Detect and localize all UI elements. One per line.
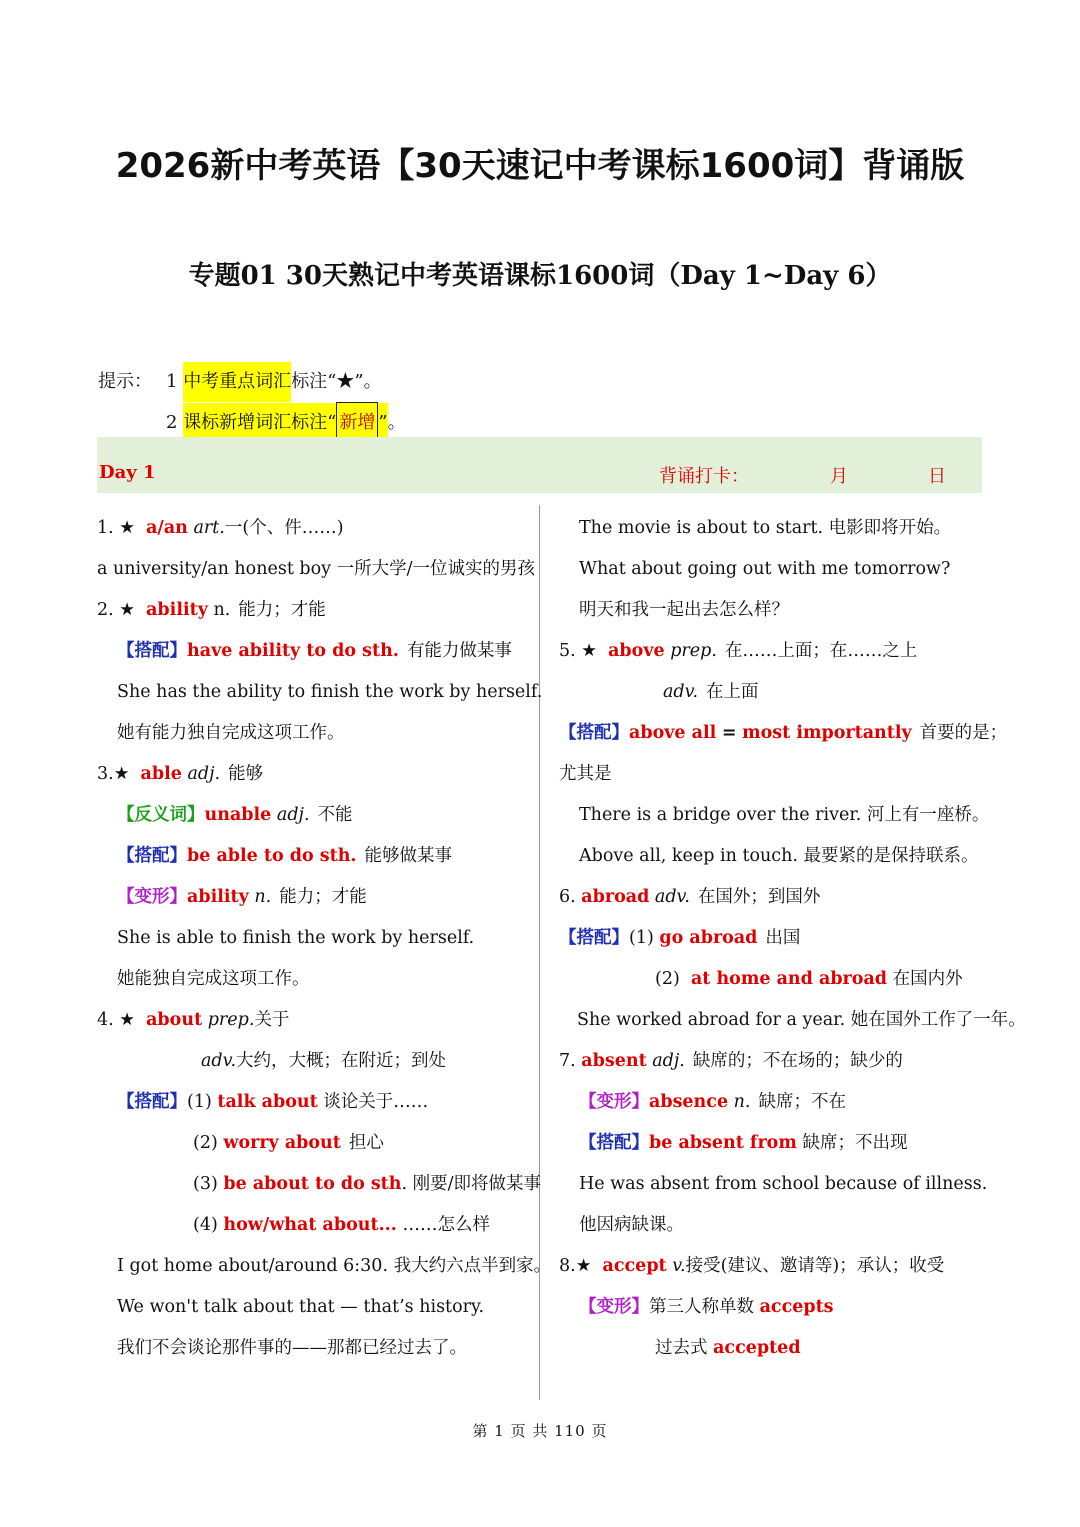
entry-7-example-en: He was absent from school because of illness. (579, 1174, 988, 1194)
entry-4-example-2-zh: 我们不会谈论那件事的——那都已经过去了。 (117, 1338, 467, 1358)
tip-2-highlight-end: ” (378, 403, 387, 443)
right-column (559, 508, 1026, 1369)
entry-4-collocation-3: (3) be about to do sth. 刚要/即将做某事 (193, 1174, 542, 1194)
entry-3-variant: 【变形】ability n. 能力；才能 (117, 887, 367, 907)
entry-4-collocation-2: (2) worry about 担心 (193, 1133, 384, 1153)
entry-4-example-1: I got home about/around 6:30. 我大约六点半到家。 (117, 1256, 552, 1276)
entry-5-example-1: There is a bridge over the river. 河上有一座桥。 (579, 805, 990, 825)
entry-3-example-en: She is able to finish the work by herself. (117, 928, 475, 948)
entry-6-headword: 6. abroad adv. 在国外；到国外 (559, 887, 821, 907)
tip-1-number: 1 (166, 371, 178, 392)
document-subtitle: 专题01 30天熟记中考英语课标1600词（Day 1~Day 6） (188, 261, 892, 291)
tip-1-highlight: 中考重点词汇 (183, 362, 291, 402)
tip-2-number: 2 (166, 412, 178, 433)
entry-6-example: She worked abroad for a year. 她在国外工作了一年。 (577, 1010, 1026, 1030)
entry-4-example-4-zh: 明天和我一起出去怎么样？ (579, 600, 789, 620)
entry-5-adv-meaning: adv. 在上面 (663, 682, 759, 702)
entry-8-headword: 8.★ accept v.接受(建议、邀请等)；承认；收受 (559, 1256, 945, 1276)
tip-row-1 (98, 362, 406, 402)
entry-3-antonym: 【反义词】unable adj. 不能 (117, 805, 353, 825)
checkin-label: 背诵打卡： (659, 466, 749, 487)
checkin-month: 月 (830, 466, 848, 487)
entry-5-headword: 5. ★ above prep. 在……上面；在……之上 (559, 641, 918, 661)
entry-3-headword: 3.★ able adj. 能够 (97, 764, 264, 784)
entry-6-collocation-2: (2) at home and abroad 在国内外 (655, 969, 963, 989)
entry-2-example-zh: 她有能力独自完成这项工作。 (117, 723, 345, 743)
day-header-band (97, 437, 982, 493)
entry-4-adv-meaning: adv.大约，大概；在附近；到处 (201, 1051, 447, 1071)
entry-8-variant-1: 【变形】第三人称单数 accepts (579, 1297, 834, 1317)
entry-4-collocation-1: 【搭配】(1) talk about 谈论关于…… (117, 1092, 429, 1112)
page-footer: 第 1 页 共 110 页 (472, 1422, 608, 1440)
entry-7-collocation: 【搭配】be absent from 缺席；不出现 (579, 1133, 908, 1153)
document-title: 2026新中考英语【30天速记中考课标1600词】背诵版 (115, 146, 965, 186)
entry-2-example-en: She has the ability to finish the work by herself. (117, 682, 543, 702)
entry-7-example-zh: 他因病缺课。 (579, 1215, 684, 1235)
entry-6-collocation-1: 【搭配】(1) go abroad 出国 (559, 928, 801, 948)
entry-8-variant-2: 过去式 accepted (655, 1338, 801, 1358)
tip-1-text: 标注“★”。 (291, 371, 382, 392)
left-column (97, 508, 552, 1369)
day-label: Day 1 (99, 462, 156, 483)
tips-label: 提示： (98, 371, 152, 392)
entry-7-headword: 7. absent adj. 缺席的；不在场的；缺少的 (559, 1051, 903, 1071)
tips-block (98, 362, 406, 444)
entry-3-collocation: 【搭配】be able to do sth. 能够做某事 (117, 846, 453, 866)
entry-3-example-zh: 她能独自完成这项工作。 (117, 969, 310, 989)
entry-4-collocation-4: (4) how/what about... ……怎么样 (193, 1215, 490, 1235)
entry-1-headword: 1. ★ a/an art.一(个、件……) (97, 518, 344, 538)
new-word-badge: 新增 (336, 402, 378, 444)
entry-4-example-4-en: What about going out with me tomorrow? (579, 559, 951, 579)
entry-7-variant: 【变形】absence n. 缺席；不在 (579, 1092, 846, 1112)
tip-2-end: 。 (387, 412, 406, 433)
entry-4-headword: 4. ★ about prep.关于 (97, 1010, 290, 1030)
entry-1-example: a university/an honest boy 一所大学/一位诚实的男孩 (97, 559, 535, 579)
entry-4-example-3-en: The movie is about to start. 电影即将开始。 (579, 518, 952, 538)
entry-2-headword: 2. ★ ability n. 能力；才能 (97, 600, 326, 620)
entry-4-example-2-en: We won't talk about that — that’s history. (117, 1297, 485, 1317)
tip-2-highlight: 课标新增词汇标注“ (183, 403, 336, 443)
entry-2-collocation: 【搭配】have ability to do sth. 有能力做某事 (117, 641, 512, 661)
entry-5-collocation: 【搭配】above all = most importantly 首要的是； (559, 723, 1008, 743)
checkin-day: 日 (928, 466, 946, 487)
entry-5-collocation-cont: 尤其是 (559, 764, 612, 784)
entry-5-example-2: Above all, keep in touch. 最要紧的是保持联系。 (579, 846, 979, 866)
